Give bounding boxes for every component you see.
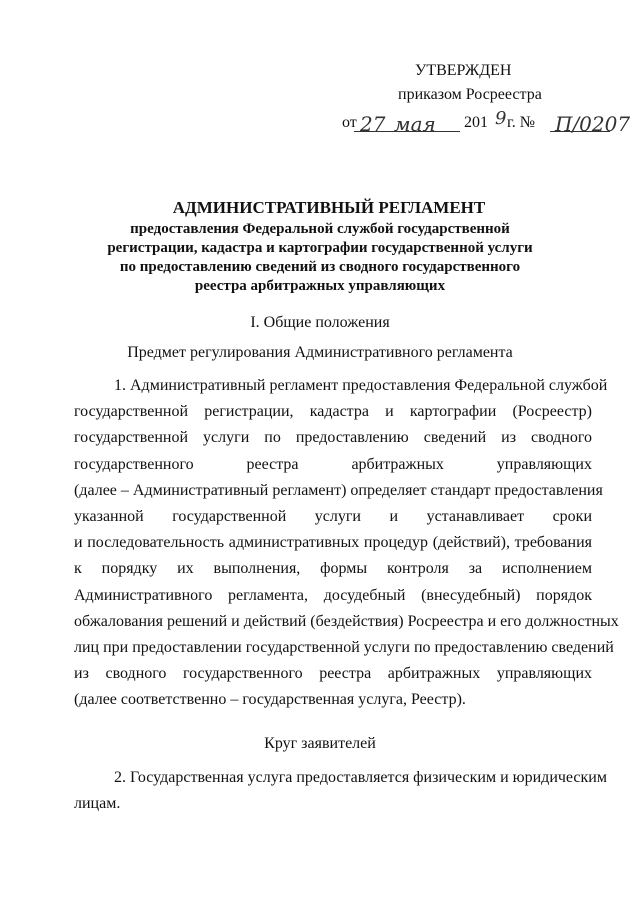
paragraph-line: к порядку их выполнения, формы контроля за исполнением: [74, 560, 592, 578]
approval-date-line: [342, 108, 631, 138]
subsection-title: Круг заявителей: [264, 735, 376, 752]
paragraph-line: лиц при предоставлении государственной услуги по предоставлению сведений: [74, 639, 614, 657]
paragraph-line: государственной регистрации, кадастра и картографии (Росреестр): [74, 403, 592, 421]
subtitle-line: предоставления Федеральной службой государственной: [130, 221, 510, 237]
year-prefix: 201: [464, 114, 488, 131]
approval-subtitle: приказом Росреестра: [398, 86, 542, 103]
paragraph-1: [74, 373, 619, 714]
subtitle-line: реестра арбитражных управляющих: [194, 278, 446, 294]
paragraph-line: 1. Административный регламент предоставления Федеральной службой: [114, 377, 608, 394]
paragraph-line: обжалования решений и действий (бездействия) Росреестра и его должностных: [74, 612, 619, 630]
approval-block: [0, 0, 640, 140]
paragraph-2: [74, 765, 607, 817]
approval-title: УТВЕРЖДЕН: [415, 62, 512, 79]
paragraph-line: (далее соответственно – государственная услуга, Реестр).: [74, 691, 466, 709]
paragraph-line: государственного реестра арбитражных управляющих: [74, 455, 592, 473]
handwritten-order-number: П/0207: [555, 112, 631, 136]
paragraph-line: и последовательность административных процедур (действий), требования: [74, 534, 592, 552]
paragraph-line: лицам.: [74, 795, 121, 813]
paragraph-line: из сводного государственного реестра арбитражных управляющих: [74, 665, 592, 683]
document-heading: [0, 196, 640, 296]
handwritten-month: мая: [394, 112, 436, 136]
number-label: г. №: [507, 114, 536, 131]
paragraph-line: государственной услуги по предоставлению сведений из сводного: [74, 429, 592, 447]
handwritten-year-digit: 9: [495, 108, 507, 129]
section-title: I. Общие положения: [250, 314, 390, 331]
handwritten-day: 27: [360, 112, 386, 136]
document-subtitle: [0, 220, 640, 296]
paragraph-line: Административного регламента, досудебный (внесудебный) порядок: [74, 586, 592, 604]
document-title: АДМИНИСТРАТИВНЫЙ РЕГЛАМЕНТ: [172, 198, 486, 217]
subtitle-line: по предоставлению сведений из сводного государственного: [119, 259, 521, 275]
subsection-title: Предмет регулирования Административного регламента: [127, 344, 513, 361]
paragraph-line: 2. Государственная услуга предоставляется физическим и юридическим: [114, 769, 607, 786]
date-prefix: от: [342, 114, 357, 131]
paragraph-line: указанной государственной услуги и устанавливает сроки: [74, 508, 592, 526]
paragraph-line: (далее – Административный регламент) определяет стандарт предоставления: [74, 481, 603, 499]
subtitle-line: регистрации, кадастра и картографии государственной услуги: [107, 240, 533, 256]
